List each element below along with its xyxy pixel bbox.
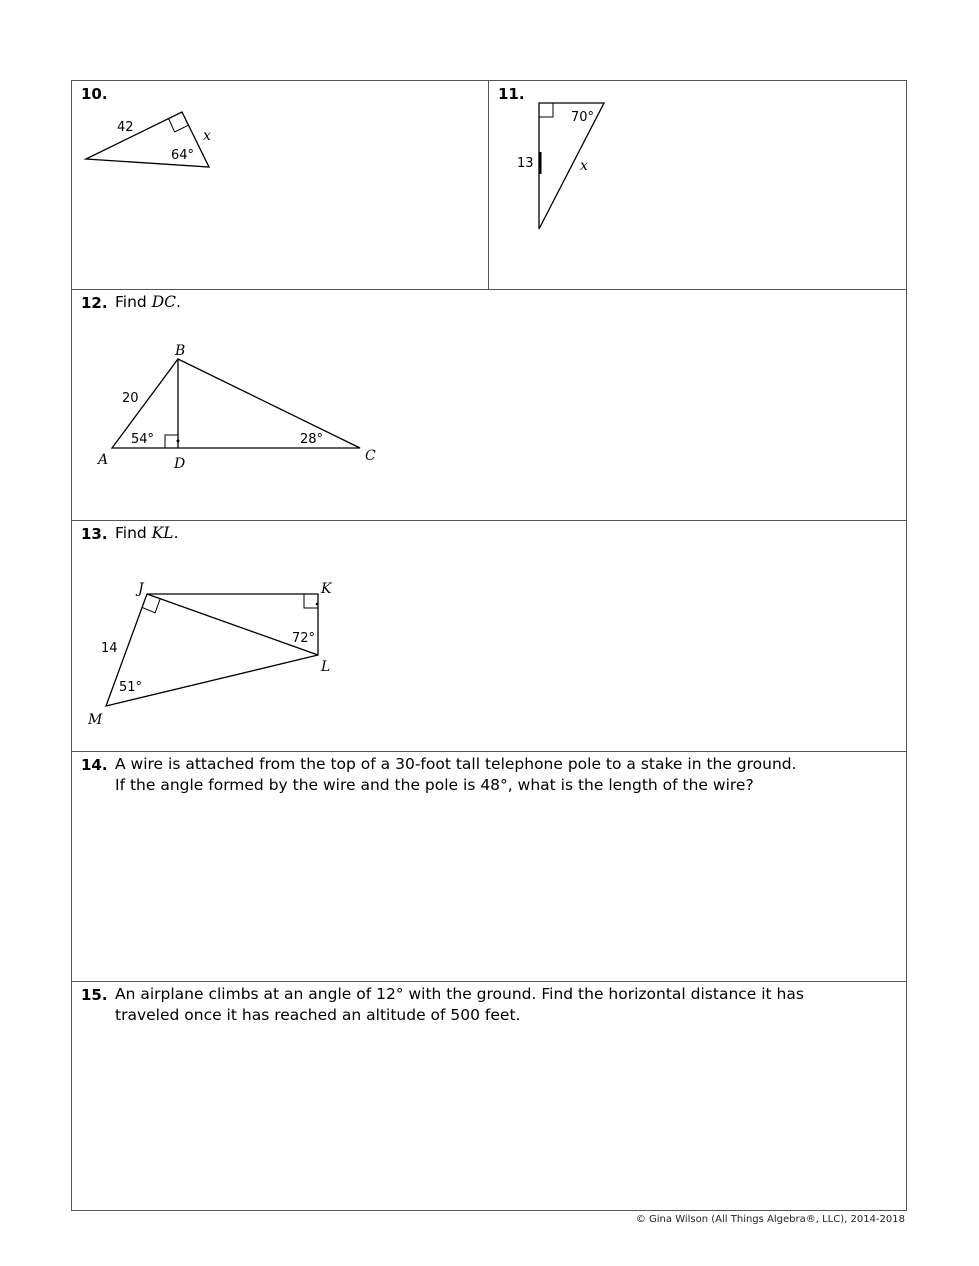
problem-text — [115, 984, 885, 1026]
right-angle-mark — [165, 435, 178, 448]
label-72-degrees: 72° — [292, 631, 316, 646]
prompt-variable: KL — [151, 524, 174, 542]
vertex-dot-k — [316, 603, 319, 606]
problem-number: 12. — [81, 294, 108, 312]
right-angle-mark — [539, 103, 553, 117]
problem-10 — [72, 81, 489, 289]
vertex-label-a: A — [98, 452, 109, 468]
row-problems-10-11 — [72, 81, 906, 290]
right-angle-mark-k — [304, 594, 318, 608]
label-x: x — [203, 128, 211, 144]
vertex-label-k: K — [321, 581, 332, 597]
problem-text-line-1: A wire is attached from the top of a 30-foot tall telephone pole to a stake in the ground. — [115, 755, 797, 773]
prompt-period: . — [173, 524, 179, 542]
copyright-footer: © Gina Wilson (All Things Algebra®, LLC), 2014-2018 — [635, 1214, 905, 1225]
worksheet — [71, 80, 907, 1211]
label-28-degrees: 28° — [300, 432, 324, 447]
problem-number: 13. — [81, 525, 108, 543]
problem-text-line-2: If the angle formed by the wire and the pole is 48°, what is the length of the wire? — [115, 776, 754, 794]
problem-text-line-2: traveled once it has reached an altitude of 500 feet. — [115, 1006, 521, 1024]
problem-11 — [489, 81, 906, 289]
problem-15 — [72, 982, 906, 1210]
quadrilateral-diagram-13 — [72, 521, 906, 752]
vertex-dot-d — [177, 440, 180, 443]
prompt-variable: DC — [151, 293, 176, 311]
label-13: 13 — [517, 156, 534, 171]
triangle-diagram-12 — [72, 290, 906, 521]
problem-text — [115, 754, 885, 796]
triangle-diagram-10 — [72, 81, 489, 290]
problem-number: 14. — [81, 756, 108, 774]
right-angle-mark — [169, 119, 188, 132]
problem-14 — [72, 752, 906, 982]
label-20: 20 — [122, 391, 139, 406]
label-64-degrees: 64° — [171, 148, 195, 163]
vertex-label-m: M — [88, 712, 103, 728]
label-70-degrees: 70° — [571, 110, 595, 125]
label-x: x — [580, 158, 588, 174]
vertex-label-c: C — [365, 448, 376, 464]
problem-text-line-1: An airplane climbs at an angle of 12° with the ground. Find the horizontal distance it has — [115, 985, 804, 1003]
prompt-text: Find — [115, 293, 147, 311]
problem-number: 15. — [81, 986, 108, 1004]
label-51-degrees: 51° — [119, 680, 143, 695]
vertex-label-b: B — [175, 343, 186, 359]
problem-13 — [72, 521, 906, 752]
label-14: 14 — [101, 641, 118, 656]
triangle-diagram-11 — [489, 81, 906, 290]
problem-number: 10. — [81, 85, 108, 103]
problem-number: 11. — [498, 85, 525, 103]
problem-12 — [72, 290, 906, 521]
label-42: 42 — [117, 120, 134, 135]
prompt-text: Find — [115, 524, 147, 542]
label-54-degrees: 54° — [131, 432, 155, 447]
vertex-label-l: L — [321, 659, 331, 675]
prompt-period: . — [176, 293, 181, 311]
vertex-label-d: D — [174, 456, 186, 472]
vertex-label-j: J — [138, 581, 144, 597]
